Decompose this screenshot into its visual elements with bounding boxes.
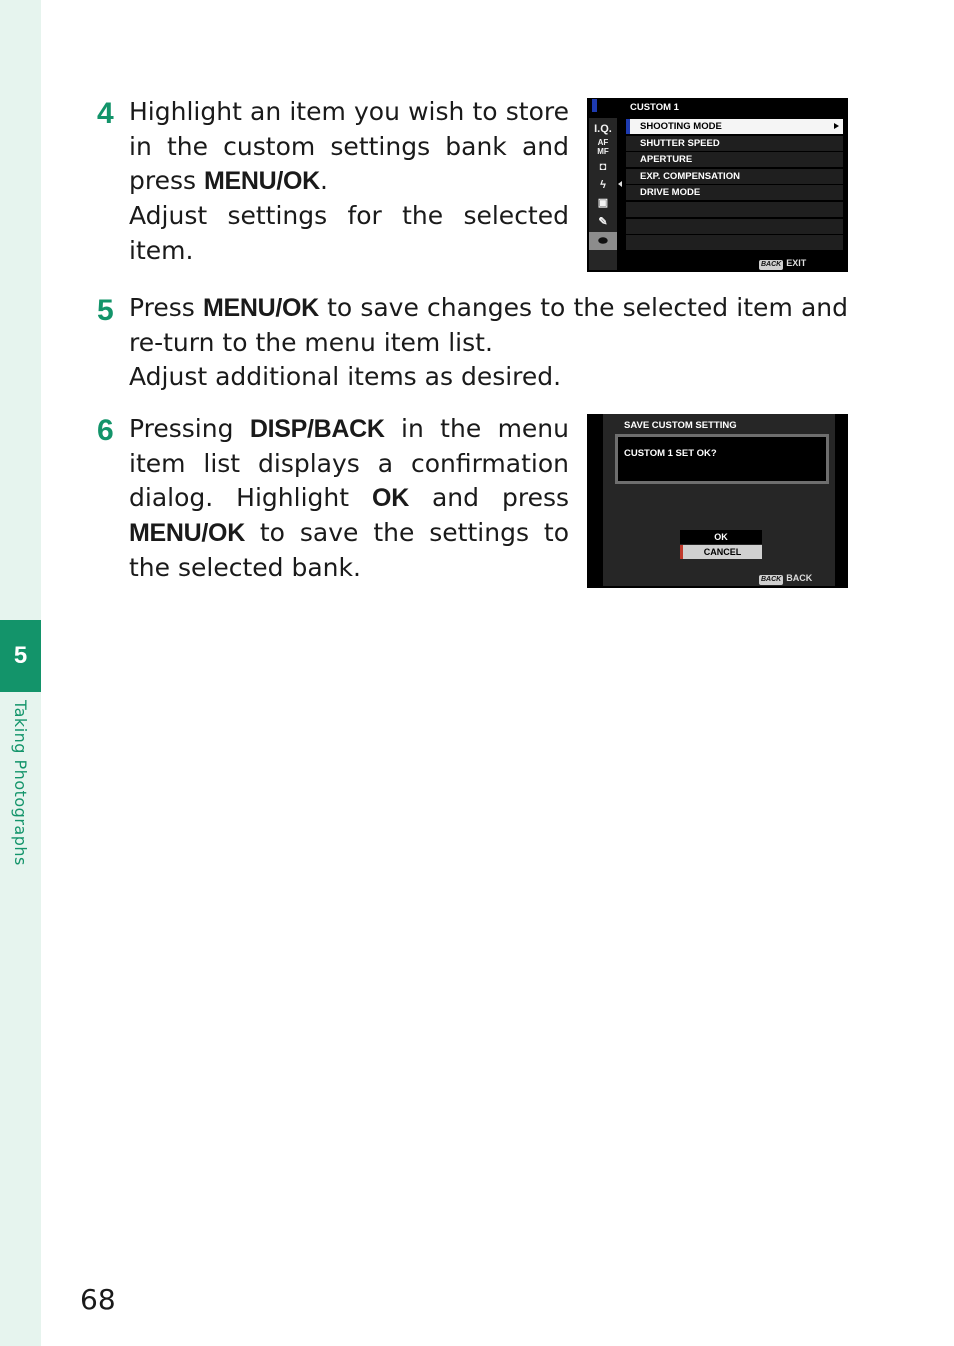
confirm-message: CUSTOM 1 SET OK? [624,448,717,459]
disp-back-key: DISP/BACK [249,415,385,443]
screen-title: CUSTOM 1 [630,102,679,113]
back-button-icon: BACK [761,261,782,268]
menu-tab-column [589,118,617,270]
chapter-number: 5 [13,642,28,669]
right-arrow-icon [834,123,839,129]
menu-item-list [626,119,843,252]
movie-icon[interactable]: ▣ [597,197,609,209]
menu-item-aperture[interactable]: APERTURE [626,152,843,167]
menu-item-empty [626,202,843,217]
step-6-text-b: in the menu item list displays a confirmation dialog. Highlight [129,414,569,513]
step-5-text-c: Adjust additional items as desired. [129,362,562,392]
menu-item-exp-compensation[interactable]: EXP. COMPENSATION [626,169,843,184]
step-6-text-d: to save the settings to the selected bank. [129,518,569,582]
exit-label: EXIT [786,258,807,268]
menu-item-shooting-mode[interactable]: SHOOTING MODE [626,119,843,134]
cancel-button[interactable]: CANCEL [680,545,762,559]
menu-ok-key: MENU/OK [129,519,245,548]
left-arrow-icon [618,181,622,187]
step-5-text [129,291,848,395]
menu-marker [592,99,597,112]
step-5-text-b: to save changes to the selected item and re-turn to the menu item list. [129,293,848,357]
af-mf-icon[interactable]: AF MF [597,138,609,156]
step-4-text [129,95,569,269]
step-4-text-a: Highlight an item you wish to store in the custom settings bank and press [129,97,569,196]
chapter-title: Taking Photographs [11,700,30,866]
camera-icon[interactable]: ◘ [599,161,607,173]
back-button-icon: BACK [761,576,782,583]
step-4-text-c: Adjust settings for the selected item. [129,201,569,265]
iq-icon[interactable]: I.Q. [594,123,612,135]
ok-key: OK [372,484,409,513]
wrench-icon[interactable]: ✎ [598,216,608,228]
step-6-text-a: Pressing [129,414,250,443]
save-custom-setting-screen [587,414,848,588]
step-5-number: 5 [97,294,114,327]
flash-icon[interactable]: ϟ [600,179,606,191]
exit-hint [759,258,806,270]
message-box [615,434,829,484]
step-4-text-b: . [319,166,328,196]
custom-bank-icon[interactable]: ⬬ [589,232,617,250]
step-5-text-a: Press [129,293,203,322]
back-hint [759,573,812,585]
ok-button[interactable]: OK [680,530,762,544]
back-label: BACK [786,573,813,583]
menu-ok-key: MENU/OK [203,167,320,196]
step-6-text [129,412,569,586]
step-6-number: 6 [97,414,114,447]
menu-item-drive-mode[interactable]: DRIVE MODE [626,185,843,200]
page-number: 68 [80,1283,116,1316]
menu-item-empty [626,235,843,250]
menu-item-empty [626,219,843,234]
menu-item-shutter-speed[interactable]: SHUTTER SPEED [626,136,843,151]
custom-settings-screen [587,98,848,272]
step-6-text-c: and press [408,483,569,513]
chapter-number-tab [0,620,41,692]
step-4-number: 4 [97,97,114,130]
menu-ok-key: MENU/OK [202,294,319,322]
dialog-title: SAVE CUSTOM SETTING [624,420,737,431]
